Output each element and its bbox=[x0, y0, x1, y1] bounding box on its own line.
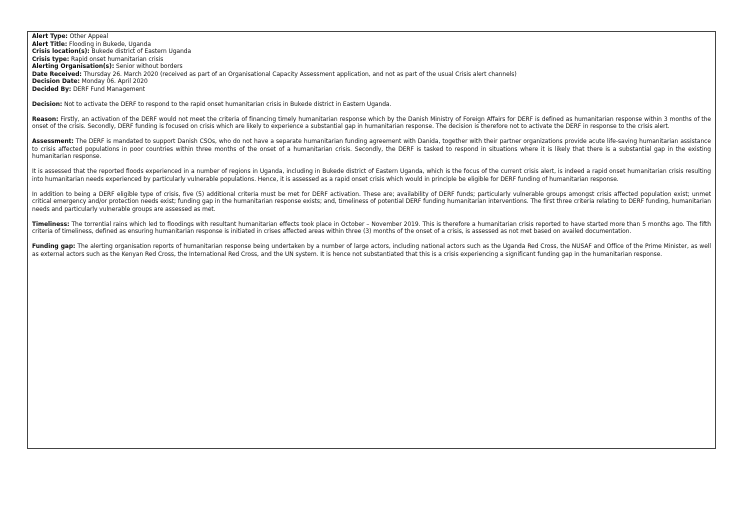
alert-header-fields bbox=[32, 34, 711, 94]
crisis-location-value: Bukede district of Eastern Uganda bbox=[89, 49, 192, 55]
alert-title-value: Flooding in Bukede, Uganda bbox=[67, 41, 151, 48]
alert-title-label: Alert Title: bbox=[32, 41, 68, 48]
decision-date-label: Decision Date: bbox=[32, 79, 80, 85]
decision-section bbox=[32, 102, 711, 110]
assessment-paragraph-2: It is assessed that the reported floods experienced in a number of regions in Uganda, including in Bukede district of Eastern Uganda, which is the focus of the current crisis alert, is indeed a rapid onset humanitarian crisis resulting into humanitarian needs experienced by particularly vulnerable populations. Hence, it is assessed as a rapid onset crisis which would in principle be eligible for DERF funding of humanitarian response. bbox=[32, 169, 711, 183]
assessment-text: The DERF is mandated to support Danish CSOs, who do not have a separate humanitarian funding agreement with Danida, together with their partner organizations provide acute life-saving humanitarian assistance to crisis affected populations in poor countries within three months of the onset of a humanitarian crisis. Secondly, the DERF is tasked to respond in situations where it is likely that there is a substantial gap in the existing humanitarian response. bbox=[32, 139, 711, 160]
alert-type-value: Other Appeal bbox=[67, 34, 109, 40]
assessment-paragraph-3: In addition to being a DERF eligible type of crisis, five (5) additional criteria must be met for DERF activation. These are; availability of DERF funds; particularly vulnerable groups amongst crisis affected population exist; unmet critical emergency and/or protection needs exist; funding gap in the humanitarian response exists; and, timeliness of potential DERF funding humanitarian interventions. The first three criteria relating to DERF funding, humanitarian needs and particularly vulnerable groups are assessed as met. bbox=[32, 191, 711, 213]
assessment-paragraph bbox=[32, 139, 711, 162]
reason-paragraph bbox=[32, 117, 711, 132]
decision-label: Decision: bbox=[32, 101, 63, 108]
alert-title-line bbox=[32, 42, 711, 50]
reason-text: Firstly, an activation of the DERF would not meet the criteria of financing timely humanitarian response which by the Danish Ministry of Foreign Affairs for DERF is defined as humanitarian response within 3 months of the onset of the crisis. Secondly, DERF funding is focused on crisis which are likely to experience a substantial gap in humanitarian response. The decision is therefore not to activate the DERF in response to the crisis alert. bbox=[32, 116, 711, 130]
decided-by-label: Decided By: bbox=[32, 86, 72, 93]
date-received-line bbox=[32, 72, 711, 80]
reason-label: Reason: bbox=[32, 116, 59, 123]
decision-date-value: Monday 06. April 2020 bbox=[79, 79, 148, 85]
decision-paragraph bbox=[32, 102, 711, 110]
assessment-label: Assessment: bbox=[32, 139, 74, 145]
document-page bbox=[27, 31, 716, 449]
funding-gap-text: The alerting organisation reports of humanitarian response being undertaken by a number of large actors, including national actors such as the Uganda Red Cross, the NUSAF and Office of the Prime Minister, as well as external actors such as the Kenyan Red Cross, the International Red Cross, and the UN system. It is hence not substantiated that this is a crisis experiencing a significant funding gap in the humanitarian response. bbox=[32, 244, 711, 258]
crisis-location-label: Crisis location(s): bbox=[32, 49, 90, 55]
crisis-type-value: Rapid onset humanitarian crisis bbox=[69, 56, 164, 63]
alerting-organisation-line bbox=[32, 64, 711, 72]
crisis-location-line bbox=[32, 49, 711, 57]
timeliness-text: The torrential rains which led to floodings with resultant humanitarian effects took place in October – November 2019. This is therefore a humanitarian crisis reported to have started more than 5 months ago. The fifth criteria of timeliness, defined as ensuring humanitarian response is initiated in crises affected areas within three (3) months of the onset of a crisis, is assessed as not met based on availed documentation. bbox=[32, 221, 711, 235]
funding-gap-paragraph bbox=[32, 244, 711, 259]
crisis-type-line bbox=[32, 57, 711, 65]
date-received-label: Date Received: bbox=[32, 71, 82, 78]
timeliness-label: Timeliness: bbox=[32, 221, 70, 228]
decision-text: Not to activate the DERF to respond to the rapid onset humanitarian crisis in Bukede district in Eastern Uganda. bbox=[62, 101, 392, 108]
reason-section bbox=[32, 117, 711, 132]
assessment-paragraph-2-section bbox=[32, 169, 711, 184]
alerting-organisation-value: Senior without borders bbox=[114, 64, 183, 70]
date-received-value: Thursday 26. March 2020 (received as part of an Organisational Capacity Assessment application, and not as part of the usual Crisis alert channels) bbox=[81, 71, 517, 78]
alerting-organisation-label: Alerting Organisation(s): bbox=[32, 64, 115, 70]
decided-by-line bbox=[32, 87, 711, 95]
funding-gap-label: Funding gap: bbox=[32, 244, 76, 250]
alert-type-line bbox=[32, 34, 711, 42]
timeliness-section bbox=[32, 222, 711, 237]
assessment-paragraph-3-section bbox=[32, 192, 711, 215]
assessment-section bbox=[32, 139, 711, 162]
funding-gap-section bbox=[32, 244, 711, 259]
decision-date-line bbox=[32, 79, 711, 87]
alert-type-label: Alert Type: bbox=[32, 34, 68, 40]
crisis-type-label: Crisis type: bbox=[32, 56, 70, 63]
timeliness-paragraph bbox=[32, 222, 711, 237]
decided-by-value: DERF Fund Management bbox=[71, 86, 146, 93]
